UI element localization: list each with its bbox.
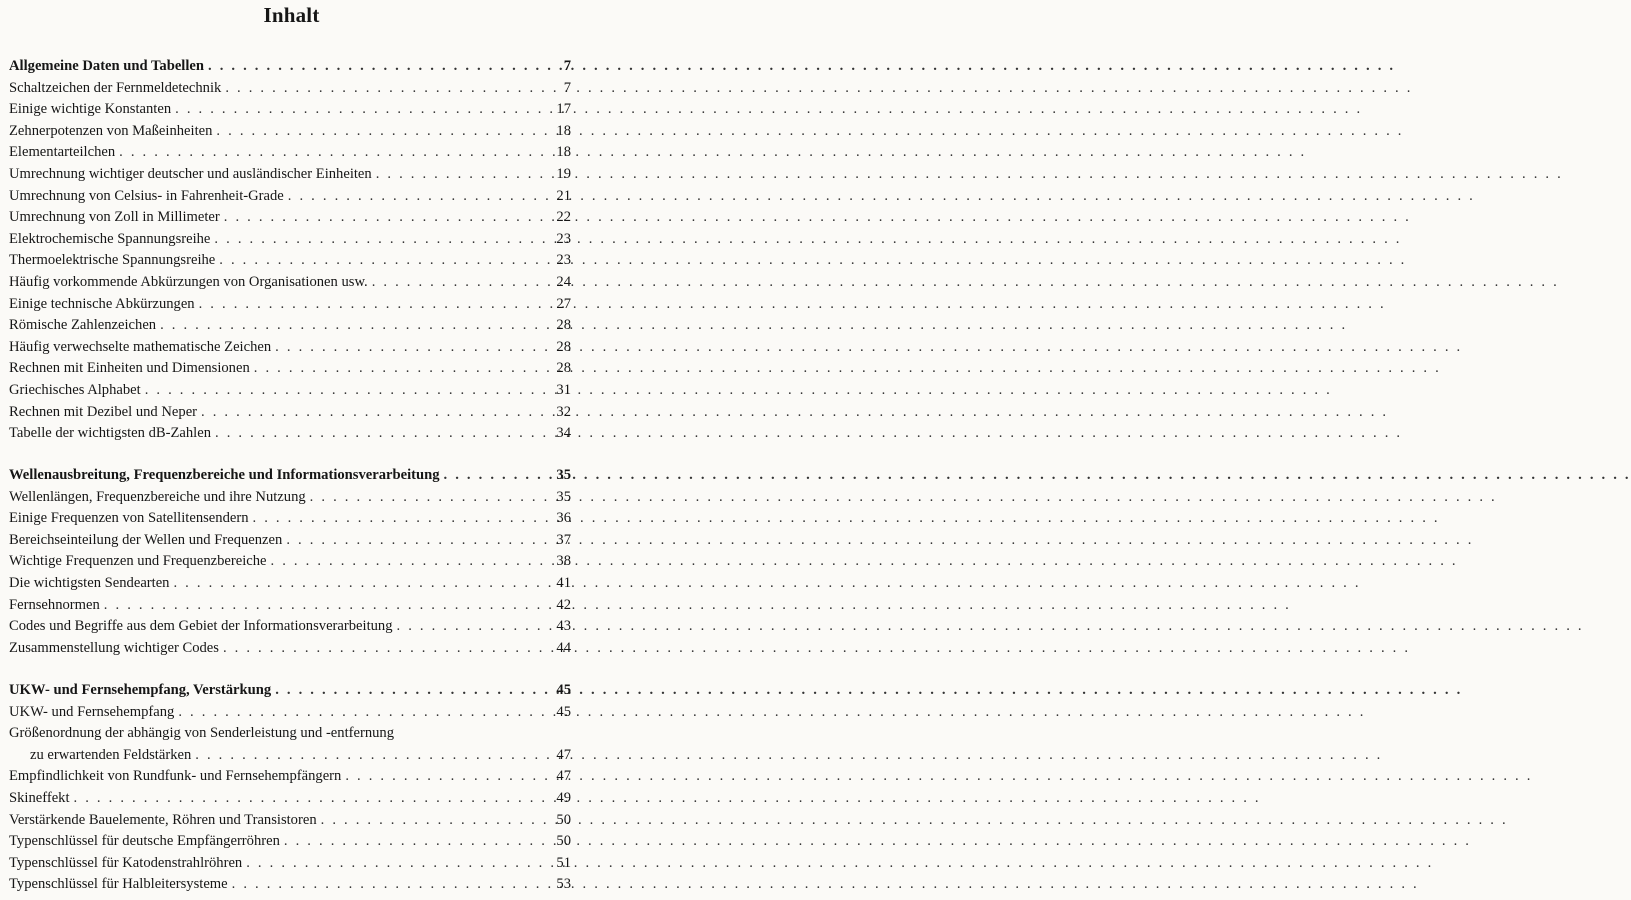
toc-page — [0, 0, 583, 900]
toc-entry-text: zu erwartenden Feldstärken — [30, 746, 192, 763]
dot-leader — [345, 766, 545, 788]
dot-leader — [201, 402, 545, 424]
toc-entry-line — [9, 99, 571, 121]
toc-entry[interactable] — [9, 788, 571, 810]
dot-leader — [286, 530, 545, 552]
toc-entry-text: Einige Frequenzen von Satellitensendern — [9, 510, 249, 527]
dot-leader — [195, 745, 545, 767]
toc-entry-page: 50 — [556, 811, 571, 828]
toc-entry[interactable] — [9, 874, 571, 896]
toc-entry[interactable] — [9, 207, 571, 229]
toc-entry[interactable] — [9, 186, 571, 208]
toc-entry-line — [9, 250, 571, 272]
dot-leader — [376, 164, 545, 186]
toc-entry-page: 17 — [556, 101, 571, 118]
toc-entry-text: Thermoelektrische Spannungsreihe — [9, 252, 216, 269]
toc-entry-line — [9, 766, 571, 788]
toc-entry-line — [9, 638, 571, 660]
toc-entry-page: 23 — [556, 252, 571, 269]
toc-entry[interactable] — [9, 272, 571, 294]
dot-leader — [253, 508, 545, 530]
toc-entry-page: 7 — [563, 79, 571, 96]
toc-entry-page: 47 — [556, 746, 571, 763]
dot-leader — [232, 874, 545, 896]
toc-entry-text: Typenschlüssel für Halbleitersysteme — [9, 876, 228, 893]
dot-leader — [275, 337, 545, 359]
toc-entry-line — [9, 788, 571, 810]
toc-entry-text: Elementarteilchen — [9, 144, 116, 161]
toc-entry-page: 28 — [556, 338, 571, 355]
toc-entry-page: 38 — [556, 553, 571, 570]
toc-entry-page: 34 — [556, 425, 571, 442]
toc-entry-line — [9, 874, 571, 896]
toc-entry-page: 47 — [556, 768, 571, 785]
toc-entry-page: 53 — [556, 876, 571, 893]
toc-entry-text: Typenschlüssel für deutsche Empfängerröhren — [9, 833, 280, 850]
dot-leader — [444, 465, 545, 487]
toc-entry[interactable] — [9, 78, 571, 100]
toc-entry-page: 27 — [556, 295, 571, 312]
toc-entry-page: 28 — [556, 317, 571, 334]
toc-entry-page: 50 — [556, 833, 571, 850]
toc-entry[interactable] — [9, 423, 571, 445]
dot-leader — [208, 56, 545, 78]
toc-entry-text: Bereichseinteilung der Wellen und Frequenzen — [9, 531, 283, 548]
toc-entry[interactable] — [9, 616, 571, 638]
toc-entry-line — [9, 551, 571, 573]
toc-entry[interactable] — [9, 530, 571, 552]
toc-entry[interactable] — [9, 638, 571, 660]
toc-section-ukw-tv — [9, 680, 571, 896]
dot-leader — [173, 573, 545, 595]
section-heading-page: 45 — [556, 682, 571, 698]
dot-leader — [321, 810, 545, 832]
toc-entry-text: Codes und Begriffe aus dem Gebiet der Informationsverarbeitung — [9, 618, 393, 635]
dot-leader — [254, 358, 545, 380]
toc-entry-text: Verstärkende Bauelemente, Röhren und Transistoren — [9, 811, 317, 828]
toc-entry-page: 43 — [556, 618, 571, 635]
toc-entry-line — [9, 337, 571, 359]
toc-entry-line — [9, 573, 571, 595]
toc-entry-line — [9, 380, 571, 402]
toc-entry-page: 18 — [556, 122, 571, 139]
toc-entry[interactable] — [9, 723, 571, 766]
toc-entry[interactable] — [9, 810, 571, 832]
dot-leader — [246, 853, 545, 875]
toc-entry-page: 23 — [556, 230, 571, 247]
toc-entry-page: 44 — [556, 639, 571, 656]
toc-entry-page: 19 — [556, 165, 571, 182]
toc-entry-text: UKW- und Fernsehempfang — [9, 703, 175, 720]
dot-leader — [160, 315, 545, 337]
dot-leader — [219, 250, 545, 272]
toc-entry-text: Elektrochemische Spannungsreihe — [9, 230, 211, 247]
toc-entry-text: Zusammenstellung wichtiger Codes — [9, 639, 219, 656]
dot-leader — [225, 78, 545, 100]
section-heading-text: Wellenausbreitung, Frequenzbereiche und Informationsverarbeitung — [9, 467, 440, 483]
toc-entry-page: 31 — [556, 381, 571, 398]
toc-entry-page: 41 — [556, 574, 571, 591]
toc-entry-line — [9, 78, 571, 100]
toc-entry-text: Griechisches Alphabet — [9, 381, 141, 398]
dot-leader — [372, 272, 545, 294]
toc-entry-line — [9, 595, 571, 617]
toc-entry-page: 32 — [556, 403, 571, 420]
toc-entry[interactable] — [9, 702, 571, 724]
toc-entry-line — [9, 745, 571, 767]
toc-entry-page: 24 — [556, 273, 571, 290]
toc-entry[interactable] — [9, 551, 571, 573]
toc-entry-line — [9, 142, 571, 164]
section-heading — [9, 680, 571, 702]
dot-leader — [275, 680, 545, 702]
toc-section-general — [9, 56, 571, 445]
toc-entry[interactable] — [9, 487, 571, 509]
toc-entry-text: Wellenlängen, Frequenzbereiche und ihre Nutzung — [9, 488, 306, 505]
toc-entry-line — [9, 294, 571, 316]
toc-entry-line — [9, 229, 571, 251]
toc-entry-text: Typenschlüssel für Katodenstrahlröhren — [9, 854, 243, 871]
toc-entry[interactable] — [9, 229, 571, 251]
toc-entry-text: Tabelle der wichtigsten dB-Zahlen — [9, 425, 212, 442]
section-heading-text: UKW- und Fernsehempfang, Verstärkung — [9, 682, 272, 698]
toc-entry-page: 36 — [556, 510, 571, 527]
toc-entry-line — [9, 164, 571, 186]
toc-entry-line — [9, 358, 571, 380]
toc-section-wave-propagation — [9, 465, 571, 659]
toc-entry-page: 35 — [556, 488, 571, 505]
toc-entry-line — [9, 315, 571, 337]
section-heading-page: 7 — [563, 58, 571, 74]
toc-entry-text: Größenordnung der abhängig von Senderleistung und -entfernung — [9, 725, 395, 742]
toc-entry-text: Rechnen mit Einheiten und Dimensionen — [9, 360, 250, 377]
dot-leader — [223, 638, 545, 660]
toc-entry-text: Rechnen mit Dezibel und Neper — [9, 403, 198, 420]
toc-entry-text: Empfindlichkeit von Rundfunk- und Fernsehempfängern — [9, 768, 342, 785]
toc-entry-page: 45 — [556, 703, 571, 720]
toc-entry-line — [9, 810, 571, 832]
toc-entry-line — [9, 186, 571, 208]
toc-entry-text: Häufig verwechselte mathematische Zeichen — [9, 338, 272, 355]
section-heading-page: 35 — [556, 467, 571, 483]
toc-entry-line — [9, 487, 571, 509]
toc-entry-text: Einige technische Abkürzungen — [9, 295, 195, 312]
toc-entry-text: Zehnerpotenzen von Maßeinheiten — [9, 122, 213, 139]
dot-leader — [271, 551, 545, 573]
toc-entry[interactable] — [9, 294, 571, 316]
dot-leader — [214, 229, 545, 251]
toc-entry-text: Einige wichtige Konstanten — [9, 101, 172, 118]
toc-entry-page: 18 — [556, 144, 571, 161]
toc-entry[interactable] — [9, 250, 571, 272]
toc-entry-page: 22 — [556, 209, 571, 226]
toc-entry-page: 42 — [556, 596, 571, 613]
toc-entry[interactable] — [9, 402, 571, 424]
toc-entry[interactable] — [9, 595, 571, 617]
toc-entry-text: Umrechnung wichtiger deutscher und ausländischer Einheiten — [9, 165, 372, 182]
toc-entry[interactable] — [9, 142, 571, 164]
toc-entry[interactable] — [9, 121, 571, 143]
toc-entry-line — [9, 207, 571, 229]
toc-entry-line — [9, 616, 571, 638]
section-heading-text: Allgemeine Daten und Tabellen — [9, 58, 205, 74]
dot-leader — [397, 616, 545, 638]
toc-entry[interactable] — [9, 766, 571, 788]
toc-entry-line — [9, 831, 571, 853]
toc-entry-line — [9, 530, 571, 552]
page-title: Inhalt — [263, 3, 320, 27]
toc-entry-page: 28 — [556, 360, 571, 377]
toc-entry-text: Schaltzeichen der Fernmeldetechnik — [9, 79, 222, 96]
toc-entry[interactable] — [9, 164, 571, 186]
toc-entry-text: Skineffekt — [9, 789, 70, 806]
toc-entry[interactable] — [9, 380, 571, 402]
toc-entry-page: 21 — [556, 187, 571, 204]
toc-entry[interactable] — [9, 853, 571, 875]
dot-leader — [288, 186, 545, 208]
dot-leader — [145, 380, 545, 402]
toc-entry[interactable] — [9, 573, 571, 595]
dot-leader — [310, 487, 545, 509]
toc-entry-line — [9, 402, 571, 424]
toc-entry-page: 51 — [556, 854, 571, 871]
toc-entry-line — [9, 423, 571, 445]
toc-entry-text: Häufig vorkommende Abkürzungen von Organisationen usw. — [9, 273, 368, 290]
toc-entry-line — [9, 272, 571, 294]
toc-entry-text: Wichtige Frequenzen und Frequenzbereiche — [9, 553, 267, 570]
dot-leader — [224, 207, 545, 229]
toc-entry-page: 49 — [556, 789, 571, 806]
toc-entry[interactable] — [9, 337, 571, 359]
dot-leader — [178, 702, 545, 724]
toc-entry-line — [9, 853, 571, 875]
toc-entry-line — [9, 723, 571, 745]
dot-leader — [104, 595, 545, 617]
toc-entry-text: Umrechnung von Celsius- in Fahrenheit-Grade — [9, 187, 284, 204]
toc-entry-text: Umrechnung von Zoll in Millimeter — [9, 209, 220, 226]
toc-entry-line — [9, 702, 571, 724]
toc-entry[interactable] — [9, 99, 571, 121]
toc-entry-text: Fernsehnormen — [9, 596, 100, 613]
dot-leader — [74, 788, 545, 810]
toc-entry-text: Römische Zahlenzeichen — [9, 317, 157, 334]
toc-entry[interactable] — [9, 831, 571, 853]
dot-leader — [284, 831, 545, 853]
dot-leader — [119, 142, 545, 164]
dot-leader — [215, 423, 545, 445]
section-heading — [9, 56, 571, 78]
dot-leader — [199, 294, 545, 316]
toc-entry-page: 37 — [556, 531, 571, 548]
dot-leader — [216, 121, 545, 143]
section-heading — [9, 465, 571, 487]
toc-entry[interactable] — [9, 358, 571, 380]
toc-entry-text: Die wichtigsten Sendearten — [9, 574, 170, 591]
toc-entry[interactable] — [9, 315, 571, 337]
dot-leader — [175, 99, 545, 121]
toc-entry[interactable] — [9, 508, 571, 530]
toc-entry-line — [9, 121, 571, 143]
toc-entry-line — [9, 508, 571, 530]
